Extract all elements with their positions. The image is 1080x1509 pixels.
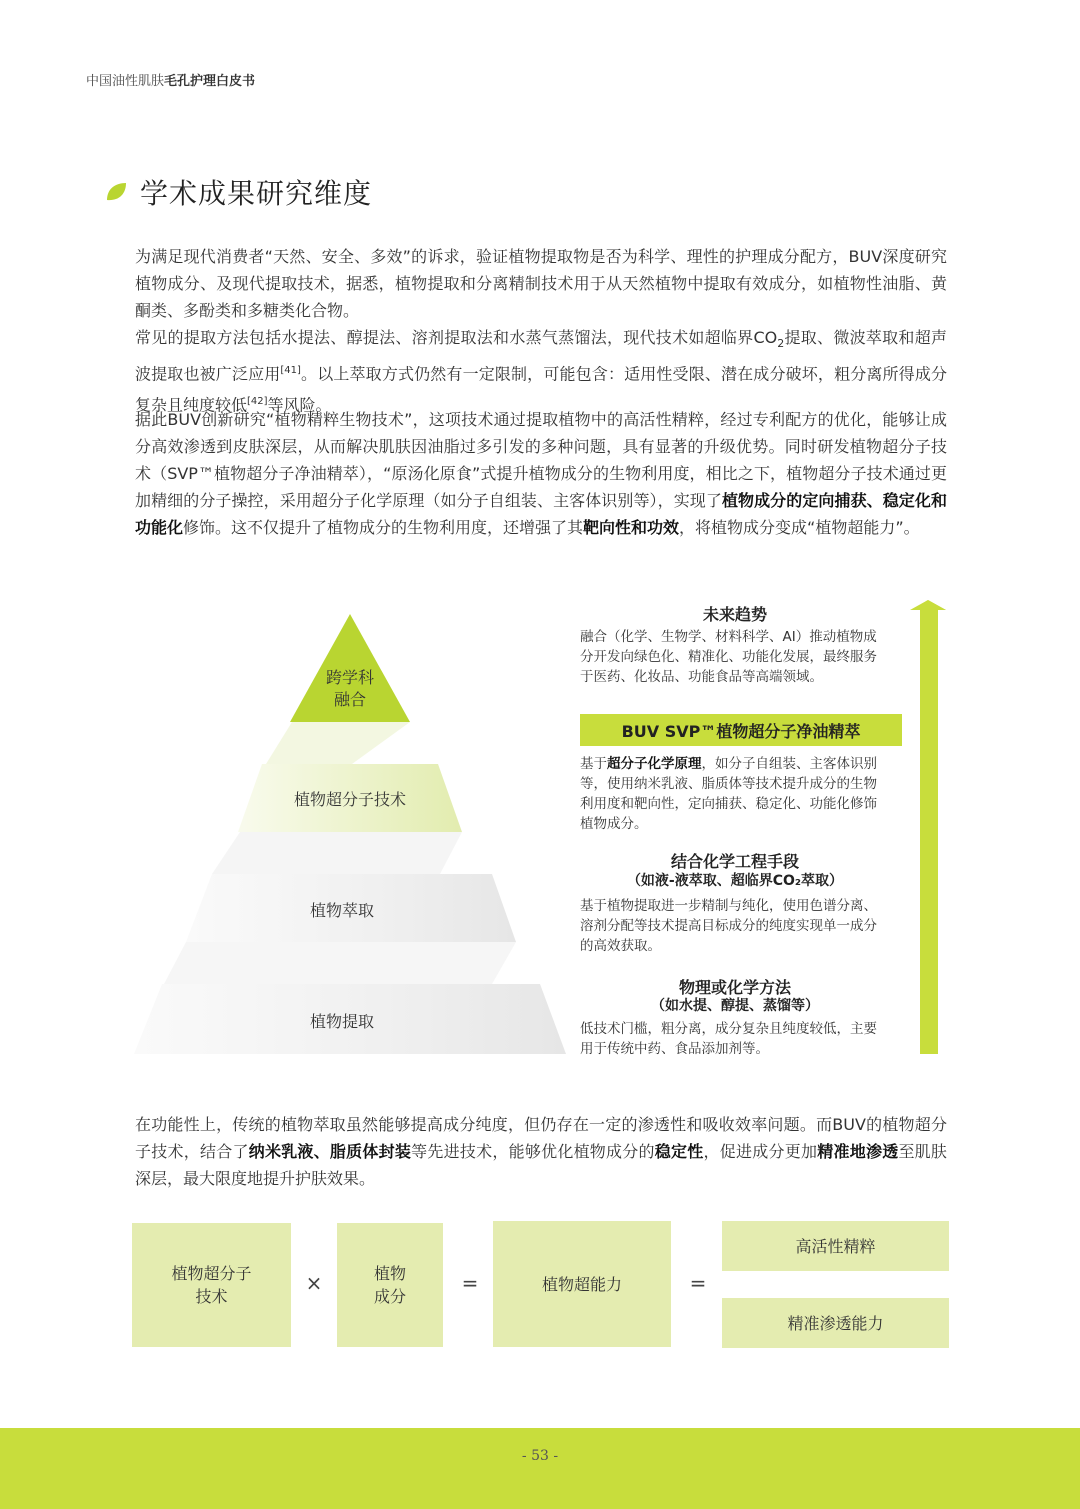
phys-subtitle: （如水提、醇提、蒸馏等） [651,998,819,1014]
pyramid-label-2: 植物超分子技术 [293,790,406,809]
p3-bold-2: 靶向性和功效 [583,518,680,537]
p2-part-b: 提取、微波萃取和超声波提取也被广泛应用 [135,328,947,384]
section-title: 学术成果研究维度 [140,177,373,210]
p4-bold-1: 纳米乳液、脂质体封装 [248,1142,412,1161]
p2-part-d: 等风险。 [267,394,332,414]
connector-shadow-2 [212,832,462,874]
p2-part-c: 。以上萃取方式仍然有一定限制，可能包含：适用性受限、潜在成分破坏，粗分离所得成分复杂且纯度较低 [135,364,947,414]
pyramid-label-3: 植物萃取 [309,901,374,920]
citation-41: [41] [280,365,301,377]
future-title: 未来趋势 [702,605,767,624]
p3-bold-1: 植物成分的定向捕获、稳定化和功能化 [135,491,947,537]
p4-bold-3: 精准地渗透 [817,1142,899,1161]
pyramid-label-4: 植物提取 [309,1012,374,1031]
formula-op-equals-2: = [689,1271,707,1295]
formula-output-active-essence: 高活性精粹 [722,1221,949,1271]
paragraph-extraction [135,324,947,418]
p3-part-d: ，将植物成分变成“植物超能力”。 [679,518,920,537]
formula-box-supramolecular-text: 植物超分子 技术 [171,1264,252,1306]
svp-text-post: ，如分子自组装、主客体识别等，使用纳米乳液、脂质体等技术提升成分的生物利用度和靶向性，定向捕获、稳定化、功能化修饰植物成分。 [580,756,877,832]
page-number: - 53 - [521,1448,559,1464]
pyramid-label-top [300,667,400,711]
p3-part-a: 据此BUV创新研究“植物精粹生物技术”，这项技术通过提取植物中的高活性精粹，经过专利配方的优化，能够让成分高效渗透到皮肤深层，从而解决肌肤因油脂过多引发的多种问题，具有显著的升级优势。同时研发植物超分子技术（SVP™植物超分子净油精萃），“原汤化原食”式提升植物成分的生物利用度，相比之下，植物超分子技术通过更加精细的分子操控，采用超分子化学原理（如分子自组装、主客体识别等），实现了 [135,410,947,510]
p2-subscript: 2 [777,337,785,351]
svp-text-bold: 超分子化学原理 [607,756,702,772]
phys-title: 物理或化学方法 [678,978,791,997]
chem-subtitle: （如液-液萃取、超临界CO₂萃取） [626,873,844,889]
p4-part-d: ，促进成分更加 [703,1142,818,1161]
svp-text [580,754,890,834]
formula-op-multiply: × [305,1271,323,1295]
phys-text: 低技术门槛，粗分离，成分复杂且纯度较低，主要用于传统中药、食品添加剂等。 [580,1021,877,1057]
chem-text: 基于植物提取进一步精制与纯化，使用色谱分离、溶剂分配等技术提高目标成分的纯度实现单一成分的高效获取。 [580,898,877,954]
future-text: 融合（化学、生物学、材料科学、AI）推动植物成分开发向绿色化、精准化、功能化发展，最终服务于医药、化妆品、功能食品等高端领域。 [580,629,877,685]
p4-bold-2: 稳定性 [654,1142,704,1161]
p4-part-c: 等先进技术，能够优化植物成分的 [411,1142,655,1161]
chem-title: 结合化学工程手段 [670,852,799,871]
svp-band: BUV SVP™植物超分子净油精萃 [580,714,902,746]
formula-op-equals-1: = [461,1271,479,1295]
pyramid-label-top-text: 跨学科 融合 [325,668,374,709]
p3-part-c: 修饰。这不仅提升了植物成分的生物利用度，还增强了其 [183,518,584,537]
formula-box-supramolecular [132,1223,291,1347]
p4-part-a: 在功能性上，传统的植物萃取虽然能够提高成分纯度，但仍存在一定的渗透性和吸收效率问题。而BUV的植物超分子技术，结合了 [135,1115,947,1161]
formula-box-plant [337,1223,443,1347]
citation-42: [42] [247,395,268,407]
formula-output-penetration: 精准渗透能力 [722,1298,949,1348]
footer-band [0,1428,1080,1509]
paragraph-function [135,1111,947,1192]
pyramid-diagram [0,590,1080,1070]
header-title [86,70,255,89]
paragraph-intro: 为满足现代消费者“天然、安全、多效”的诉求，验证植物提取物是否为科学、理性的护理成分配方，BUV深度研究植物成分、及现代提取技术，据悉，植物提取和分离精制技术用于从天然植物中提取有效成分，如植物性油脂、黄酮类、多酚类和多糖类化合物。 [135,247,947,320]
up-arrow-head [910,600,946,610]
leaf-icon [104,180,128,204]
paragraph-buv-research [135,406,947,541]
p4-part-e: 至肌肤深层，最大限度地提升护肤效果。 [135,1142,947,1188]
connector-shadow-1 [266,722,410,764]
header-title-bold: 毛孔护理白皮书 [164,74,256,89]
p2-part-a: 常见的提取方法包括水提法、醇提法、溶剂提取法和水蒸气蒸馏法，现代技术如超临界CO [135,328,778,347]
header-title-normal: 中国油性肌肤 [86,74,165,89]
up-arrow [912,600,946,1054]
svp-text-pre: 基于 [580,756,607,772]
formula-box-plant-text: 植物 成分 [373,1264,406,1306]
section-heading [104,170,372,214]
connector-shadow-3 [164,942,516,984]
formula-box-superpower: 植物超能力 [493,1221,671,1347]
